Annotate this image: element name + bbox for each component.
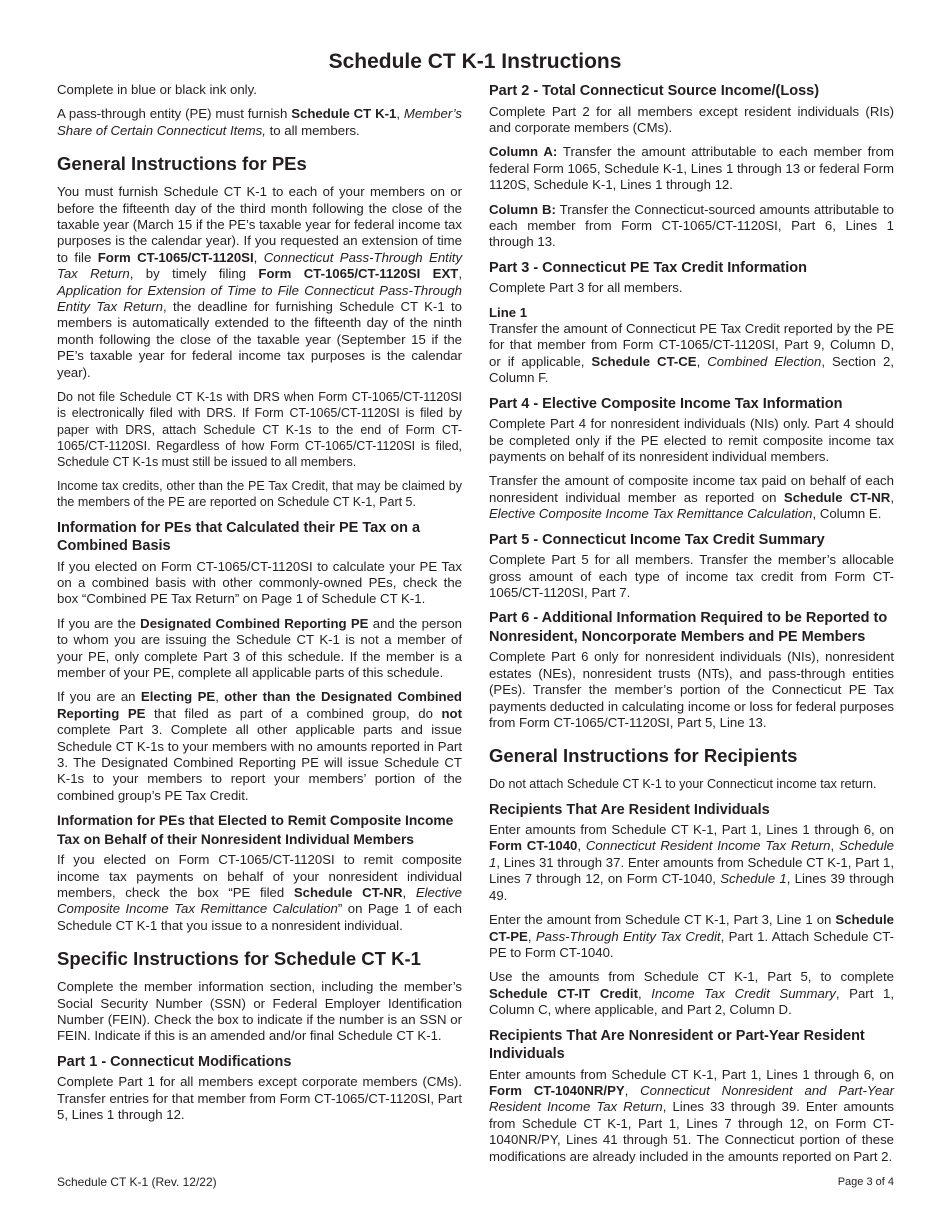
nonresident-paragraph: Enter amounts from Schedule CT K-1, Part 1, Lines 1 through 6, on Form CT-1040NR/PY, Connecticut Nonresident and Part-Year Resident Income Tax Return, Lines 33 through 39. Enter amounts from Schedule CT K-1, Part 1, Lines 7 through 12, on Form CT-1040NR/PY, Lines 41 through 51. The Connecticut portion of these modifications are already included in the amounts reported on Part 2. <box>489 1066 894 1164</box>
filing-paragraph: Do not file Schedule CT K-1s with DRS when Form CT-1065/CT-1120SI is electronically filed with DRS. If Form CT-1065/CT-1120SI is filed by paper with DRS, attach Schedule CT K-1s to the end of Form CT-1065/CT-1120SI. Regardless of how Form CT-1065/CT-1120SI is filed, Schedule CT K-1s must still be issued to all members. <box>57 390 462 469</box>
part3-line-label: Line 1 <box>489 304 528 320</box>
part4-heading: Part 4 - Elective Composite Income Tax Information <box>489 395 843 412</box>
general-pe-paragraph: You must furnish Schedule CT K-1 to each of your members on or before the fifteenth day of the third month following the close of the taxable year (March 15 if the PE’s taxable year for federal income tax purposes is the calendar year). If you requested an extension of time to file Form CT-1065/CT-1120SI, Connecticut Pass-Through Entity Tax Return, by timely filing Form CT-1065/CT-1120SI EXT, Application for Extension of Time to File Connecticut Pass-Through Entity Tax Return, the deadline for furnishing Schedule CT K-1 to members is automatically extended to the fifteenth day of the ninth month following the close of the taxable year (September 15 if the PE’s taxable year for federal income tax purposes is the calendar year). <box>57 184 463 380</box>
composite-heading: Information for PEs that Elected to Remit Composite Income Tax on Behalf of their Nonresident Individual Members <box>57 813 454 847</box>
part5-heading: Part 5 - Connecticut Income Tax Credit Summary <box>489 531 825 548</box>
part5-paragraph: Complete Part 5 for all members. Transfer the member’s allocable gross amount of each type of income tax credit from Form CT-1065/CT-1120SI, Part 7. <box>489 552 894 600</box>
part3-paragraph: Complete Part 3 for all members. <box>489 280 683 296</box>
recipients-paragraph: Do not attach Schedule CT K-1 to your Connecticut income tax return. <box>489 777 877 792</box>
combined-paragraph: If you elected on Form CT-1065/CT-1120SI to calculate your PE Tax on a combined basis with other commonly-owned PEs, check the box “Combined PE Tax Return” on Page 1 of Schedule CT K-1. <box>57 558 462 607</box>
left-column <box>57 82 462 1132</box>
recipients-heading: General Instructions for Recipients <box>489 745 798 767</box>
part2-paragraph: Complete Part 2 for all members except resident individuals (RIs) and corporate members (CMs). <box>489 103 894 135</box>
general-pe-heading: General Instructions for PEs <box>57 153 307 175</box>
part2-column-b: Column B: Transfer the Connecticut-sourced amounts attributable to each member from Form CT-1065/CT-1120SI, Part 6, Lines 1 through 13. <box>489 201 894 250</box>
part2-column-a: Column A: Transfer the amount attributable to each member from federal Form 1065, Schedule K-1, Lines 1 through 13 or federal Form 1120S, Schedule K-1, Lines 1 through 12. <box>489 144 894 193</box>
right-column <box>489 82 894 1173</box>
designated-paragraph: If you are the Designated Combined Reporting PE and the person to whom you are issuing the Schedule CT K-1 is not a member of your PE, only complete Part 3 of this schedule. If the member is a member of your PE, complete all applicable parts of this schedule. <box>57 615 463 680</box>
resident-heading: Recipients That Are Resident Individuals <box>489 801 770 818</box>
electing-paragraph: If you are an Electing PE, other than the Designated Combined Reporting PE that filed as part of a combined group, do not complete Part 3. Complete all other applicable parts and issue Schedule CT K-1s to your members with no amounts reported in Part 3. The Designated Combined Reporting PE will issue Schedule CT K-1s to your members to report your members’ portion of the combined group’s PE Tax Credit. <box>57 689 462 803</box>
part6-paragraph: Complete Part 6 only for nonresident individuals (NIs), nonresident estates (NEs), nonresident trusts (NTs), and pass-through entities (PEs). Transfer the member’s portion of the Connecticut PE Tax payments deducted in calculating income or loss for federal purposes from Form CT-1065/CT-1120SI, Part 5, Line 13. <box>489 649 894 730</box>
part3-heading: Part 3 - Connecticut PE Tax Credit Information <box>489 259 807 276</box>
part6-heading: Part 6 - Additional Information Required to be Reported to Nonresident, Noncorporate Members and PE Members <box>489 610 888 645</box>
page-title: Schedule CT K-1 Instructions <box>328 50 622 73</box>
specific-paragraph: Complete the member information section, including the member’s Social Security Number (SSN) or Federal Employer Identification Number (FEIN). Check the box to indicate if the number is an SSN or FEIN. Indicate if this is an amended and/or final Schedule CT K-1. <box>57 979 462 1044</box>
combined-heading: Information for PEs that Calculated their PE Tax on a Combined Basis <box>57 519 421 555</box>
resident-paragraph-2: Enter the amount from Schedule CT K-1, Part 3, Line 1 on Schedule CT-PE, Pass-Through Entity Tax Credit, Part 1. Attach Schedule CT-PE to Form CT-1040. <box>489 912 895 960</box>
composite-paragraph: If you elected on Form CT-1065/CT-1120SI to remit composite income tax payments on behalf of your nonresident individual members, check the box “PE filed Schedule CT-NR, Elective Composite Income Tax Remittance Calculation” on Page 1 of each Schedule CT K-1 that you issue to a nonresident individual. <box>57 852 463 933</box>
part3-line-paragraph: Transfer the amount of Connecticut PE Tax Credit reported by the PE for that member from Form CT-1065/CT-1120SI, Part 9, Column D, or if applicable, Schedule CT-CE, Combined Election, Section 2, Column F. <box>489 321 894 386</box>
nonresident-heading: Recipients That Are Nonresident or Part-Year Resident Individuals <box>489 1027 865 1063</box>
part1-heading: Part 1 - Connecticut Modifications <box>57 1053 292 1070</box>
footer-page-number: Page 3 of 4 <box>837 1176 894 1188</box>
intro-paragraph: A pass-through entity (PE) must furnish Schedule CT K-1, Member’s Share of Certain Connecticut Items, to all members. <box>57 106 462 138</box>
specific-heading: Specific Instructions for Schedule CT K-1 <box>57 948 421 970</box>
resident-paragraph-1: Enter amounts from Schedule CT K-1, Part 1, Lines 1 through 6, on Form CT-1040, Connecticut Resident Income Tax Return, Schedule 1, Lines 31 through 37. Enter amounts from Schedule CT K-1, Part 1, Lines 7 through 12, on Form CT-1040, Schedule 1, Lines 39 through 49. <box>489 822 895 903</box>
credits-paragraph: Income tax credits, other than the PE Tax Credit, that may be claimed by the members of the PE are reported on Schedule CT K-1, Part 5. <box>57 479 462 510</box>
part2-heading: Part 2 - Total Connecticut Source Income/(Loss) <box>489 83 820 99</box>
part4-transfer-paragraph: Transfer the amount of composite income tax paid on behalf of each nonresident individual member as reported on Schedule CT-NR, Elective Composite Income Tax Remittance Calculation, Column E. <box>489 473 894 522</box>
footer-form-revision: Schedule CT K-1 (Rev. 12/22) <box>57 1175 217 1189</box>
part4-paragraph: Complete Part 4 for nonresident individuals (NIs) only. Part 4 should be completed only if the PE elected to remit composite income tax payments on behalf of its nonresident individual members. <box>489 416 894 464</box>
resident-paragraph-3: Use the amounts from Schedule CT K-1, Part 5, to complete Schedule CT-IT Credit, Income Tax Credit Summary, Part 1, Column C, where applicable, and Part 2, Column D. <box>489 969 894 1018</box>
part1-paragraph: Complete Part 1 for all members except corporate members (CMs). Transfer entries for that member from Form CT-1065/CT-1120SI, Part 5, Lines 1 through 12. <box>57 1074 462 1123</box>
ink-note: Complete in blue or black ink only. <box>57 82 257 97</box>
